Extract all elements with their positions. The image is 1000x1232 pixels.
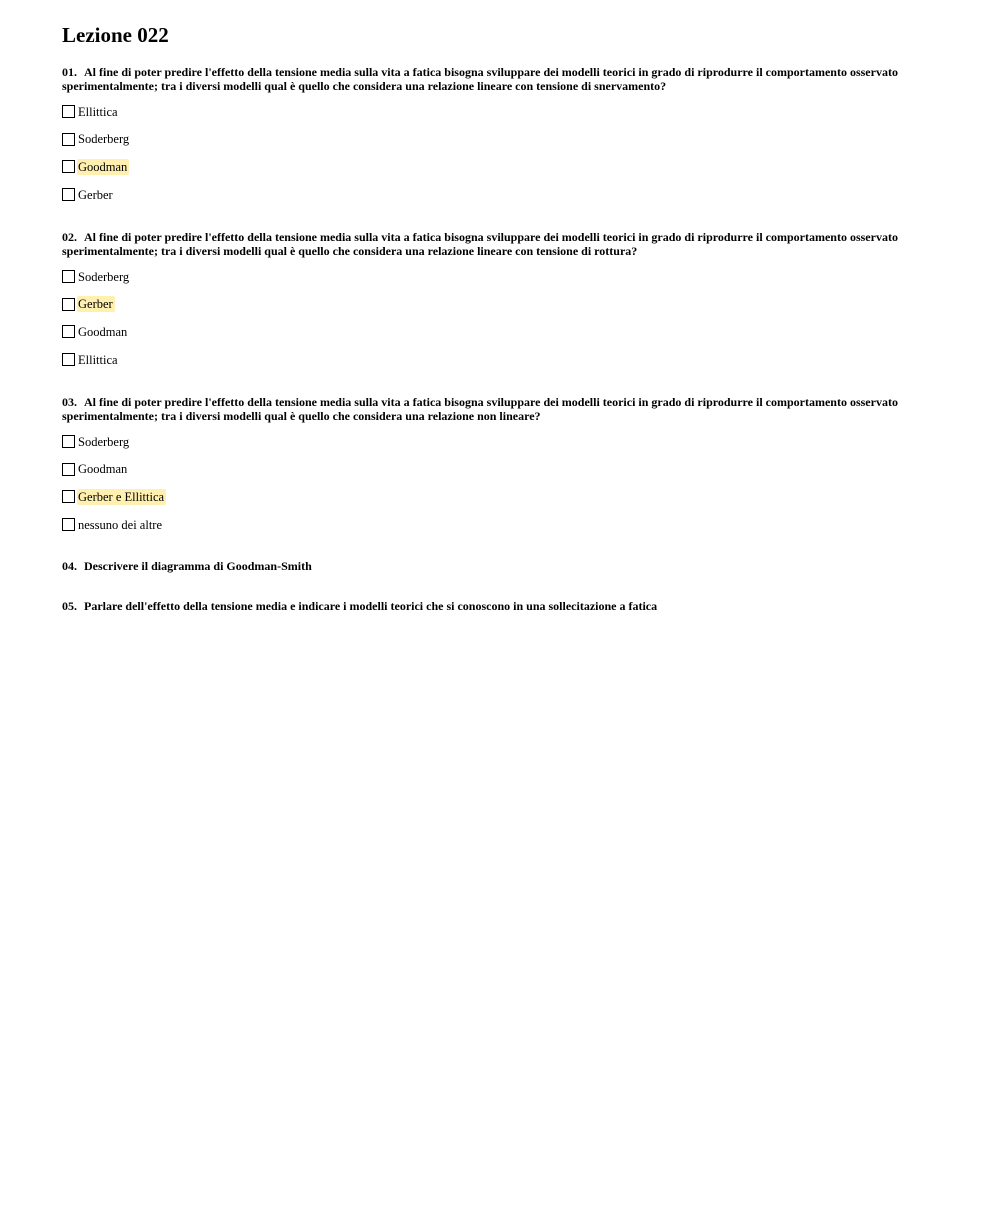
answer-option[interactable] bbox=[62, 511, 942, 539]
answer-option[interactable] bbox=[62, 428, 942, 456]
answer-label: Soderberg bbox=[78, 434, 130, 449]
question-number: 01. bbox=[62, 65, 77, 79]
answer-label-highlighted: Gerber e Ellittica bbox=[78, 489, 165, 504]
checkbox[interactable] bbox=[62, 270, 75, 283]
answer-option[interactable] bbox=[62, 181, 942, 209]
checkbox[interactable] bbox=[62, 160, 75, 173]
checkbox[interactable] bbox=[62, 188, 75, 201]
question-text bbox=[62, 66, 942, 93]
answer-label: Gerber bbox=[78, 187, 113, 202]
question-text bbox=[62, 600, 942, 614]
question-04 bbox=[62, 560, 942, 574]
question-text bbox=[62, 231, 942, 258]
question-body: Al fine di poter predire l'effetto della tensione media sulla vita a fatica bisogna sviluppare dei modelli teorici in grado di riprodurre il comportamento osservato sperimentalmente; tra i diversi modelli qual è quello che considera una relazione lineare con tensione di snervamento? bbox=[62, 65, 898, 93]
answer-option[interactable] bbox=[62, 483, 942, 511]
checkbox[interactable] bbox=[62, 105, 75, 118]
question-body: Descrivere il diagramma di Goodman-Smith bbox=[84, 559, 312, 573]
answer-option[interactable] bbox=[62, 318, 942, 346]
checkbox[interactable] bbox=[62, 490, 75, 503]
answer-label-highlighted: Gerber bbox=[78, 297, 113, 312]
question-number: 03. bbox=[62, 395, 77, 409]
question-body: Parlare dell'effetto della tensione media e indicare i modelli teorici che si conoscono in una sollecitazione a fatica bbox=[84, 599, 658, 613]
question-number: 05. bbox=[62, 599, 77, 613]
answer-option[interactable] bbox=[62, 98, 942, 126]
checkbox[interactable] bbox=[62, 518, 75, 531]
checkbox[interactable] bbox=[62, 353, 75, 366]
answer-label: Ellittica bbox=[78, 104, 118, 119]
question-01 bbox=[62, 66, 942, 208]
lesson-title: Lezione 022 bbox=[62, 23, 169, 47]
question-number: 04. bbox=[62, 559, 77, 573]
question-body: Al fine di poter predire l'effetto della tensione media sulla vita a fatica bisogna sviluppare dei modelli teorici in grado di riprodurre il comportamento osservato sperimentalmente; tra i diversi modelli qual è quello che considera una relazione lineare con tensione di rottura? bbox=[62, 230, 898, 258]
answer-option[interactable] bbox=[62, 126, 942, 154]
answer-label: Soderberg bbox=[78, 269, 130, 284]
question-02 bbox=[62, 231, 942, 373]
checkbox[interactable] bbox=[62, 298, 75, 311]
answer-option[interactable] bbox=[62, 263, 942, 291]
checkbox[interactable] bbox=[62, 325, 75, 338]
answer-option[interactable] bbox=[62, 153, 942, 181]
answer-label: Ellittica bbox=[78, 352, 118, 367]
answer-options bbox=[62, 428, 942, 538]
answer-options bbox=[62, 98, 942, 208]
checkbox[interactable] bbox=[62, 133, 75, 146]
question-text bbox=[62, 560, 942, 574]
answer-option[interactable] bbox=[62, 456, 942, 484]
question-05 bbox=[62, 600, 942, 614]
answer-option[interactable] bbox=[62, 291, 942, 319]
answer-label: Goodman bbox=[78, 462, 128, 477]
checkbox[interactable] bbox=[62, 435, 75, 448]
question-03 bbox=[62, 396, 942, 538]
answer-label-highlighted: Goodman bbox=[78, 159, 128, 174]
answer-label: nessuno dei altre bbox=[78, 517, 163, 532]
answer-options bbox=[62, 263, 942, 373]
answer-option[interactable] bbox=[62, 346, 942, 374]
answer-label: Goodman bbox=[78, 324, 128, 339]
checkbox[interactable] bbox=[62, 463, 75, 476]
answer-label: Soderberg bbox=[78, 132, 130, 147]
question-text bbox=[62, 396, 942, 423]
question-number: 02. bbox=[62, 230, 77, 244]
question-body: Al fine di poter predire l'effetto della tensione media sulla vita a fatica bisogna sviluppare dei modelli teorici in grado di riprodurre il comportamento osservato sperimentalmente; tra i diversi modelli qual è quello che considera una relazione non lineare? bbox=[62, 395, 898, 423]
